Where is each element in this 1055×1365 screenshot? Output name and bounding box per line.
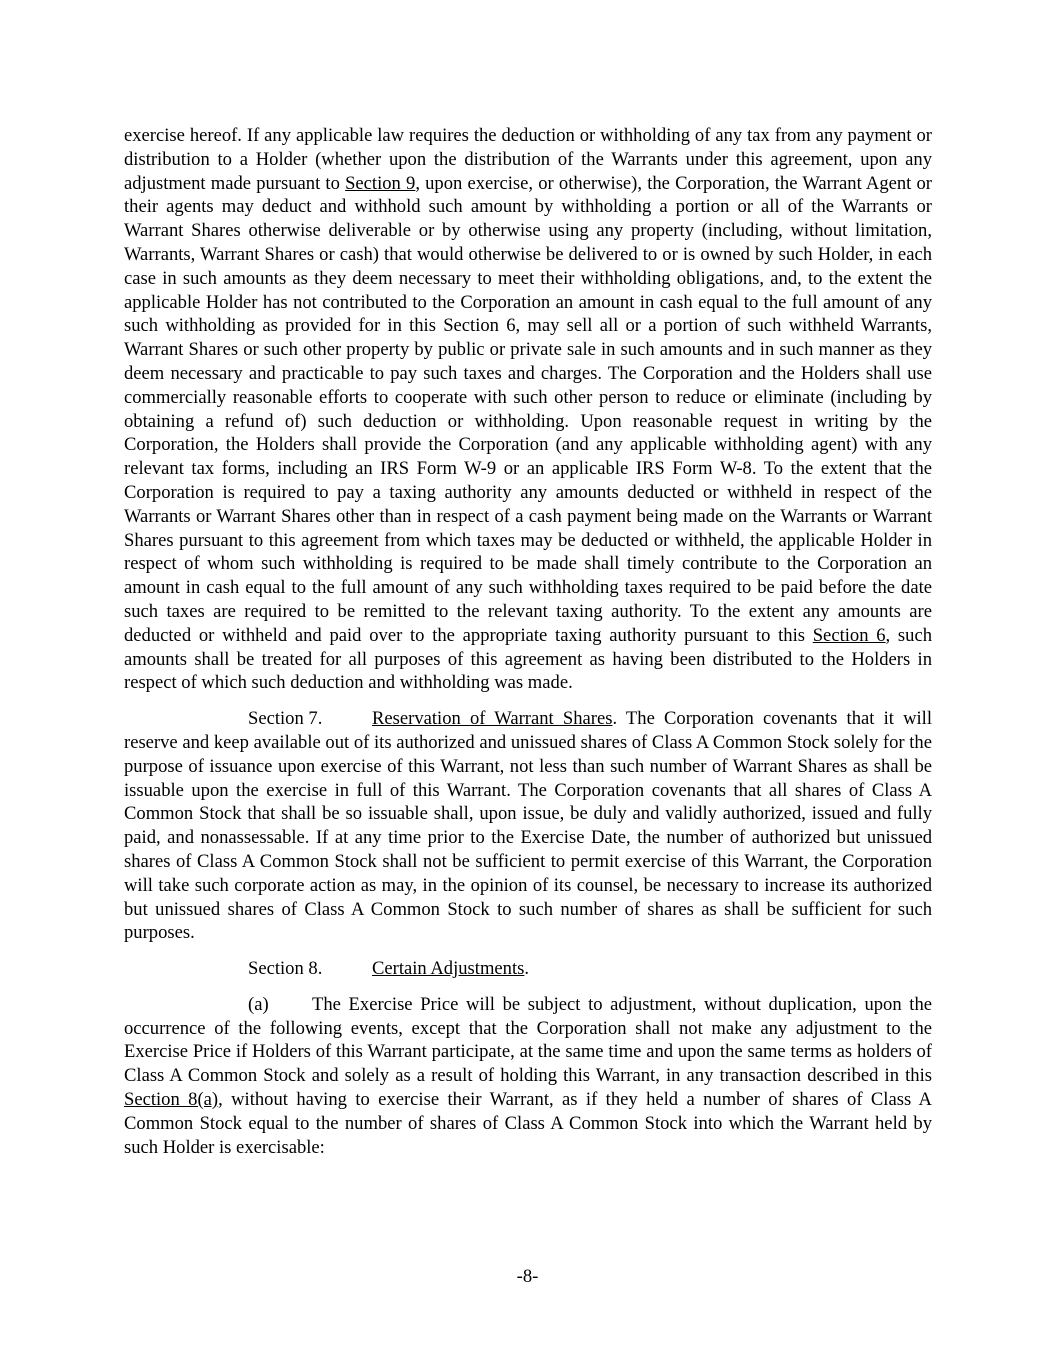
section-8a-reference: Section 8(a) <box>124 1089 219 1111</box>
page-number: -8- <box>516 1266 539 1287</box>
section-9-reference: Section 9 <box>345 172 416 194</box>
section-7-number: Section 7. <box>248 708 323 730</box>
section-8-number: Section 8. <box>248 958 323 980</box>
section-8a-paragraph: (a) The Exercise Price will be subject to adjustment, without duplication, upon the occurrence of the following events, except that the Corporation shall not make any adjustment to the Exercise Price if Holders of this Warrant participate, at the same time and upon the same terms as holders of Class A Common Stock and solely as a result of holding this Warrant, in any transaction described in this Section 8(a), without having to exercise their Warrant, as if they held a number of shares of Class A Common Stock equal to the number of shares of Class A Common Stock into which the Warrant held by such Holder is exercisable: <box>124 993 932 1158</box>
section-7-paragraph: Section 7. Reservation of Warrant Shares. The Corporation covenants that it will reserve and keep available out of its authorized and unissued shares of Class A Common Stock solely for the purpose of issuance upon exercise of this Warrant, not less than such number of Warrant Shares as shall be issuable upon the exercise in full of this Warrant. The Corporation covenants that all shares of Class A Common Stock that shall be so issuable shall, upon issue, be duly and validly authorized, issued and fully paid, and nonassessable. If at any time prior to the Exercise Date, the number of authorized but unissued shares of Class A Common Stock shall not be sufficient to permit exercise of this Warrant, the Corporation will take such corporate action as may, in the opinion of its counsel, be necessary to increase its authorized but unissued shares of Class A Common Stock to such number of shares as shall be sufficient for such purposes. <box>124 708 932 944</box>
section-8-paragraph: Section 8. Certain Adjustments. <box>248 958 530 980</box>
section-8a-label: (a) <box>248 993 269 1015</box>
section-7-heading: Reservation of Warrant Shares <box>372 708 613 730</box>
withholding-paragraph: exercise hereof. If any applicable law requires the deduction or withholding of any tax from any payment or distribution to a Holder (whether upon the distribution of the Warrants under this agreement, upon any adjustment made pursuant to Section 9, upon exercise, or otherwise), the Corporation, the Warrant Agent or their agents may deduct and withhold such amount by withholding a portion or all of the Warrants or Warrant Shares otherwise deliverable or by otherwise using any property (including, without limitation, Warrants, Warrant Shares or cash) that would otherwise be delivered to or is owned by such Holder, in each case in such amounts as they deem necessary to meet their withholding obligations, and, to the extent the applicable Holder has not contributed to the Corporation an amount in cash equal to the full amount of any such withholding as provided for in this Section 6, may sell all or a portion of such withheld Warrants, Warrant Shares or such other property by public or private sale in such amounts and in such manner as they deem necessary and practicable to pay such taxes and charges. The Corporation and the Holders shall use commercially reasonable efforts to cooperate with such other person to reduce or eliminate (including by obtaining a refund of) such deduction or withholding. Upon reasonable request in writing by the Corporation, the Holders shall provide the Corporation (and any applicable withholding agent) with any relevant tax forms, including an IRS Form W-9 or an applicable IRS Form W-8. To the extent that the Corporation is required to pay a taxing authority any amounts deducted or withheld in respect of the Warrants or Warrant Shares other than in respect of a cash payment being made on the Warrants or Warrant Shares pursuant to this agreement from which taxes may be deducted or withheld, the applicable Holder in respect of whom such withholding is required to be made shall timely contribute to the Corporation an amount in cash equal to the full amount of any such withholding taxes required to be paid before the date such taxes are required to be remitted to the relevant taxing authority. To the extent any amounts are deducted or withheld and paid over to the appropriate taxing authority pursuant to this Section 6, such amounts shall be treated for all purposes of this agreement as having been distributed to the Holders in respect of which such deduction and withholding was made. <box>124 125 933 694</box>
document-page <box>124 124 932 1159</box>
section-8-heading: Certain Adjustments <box>372 958 525 980</box>
section-6-reference: Section 6 <box>812 624 886 646</box>
